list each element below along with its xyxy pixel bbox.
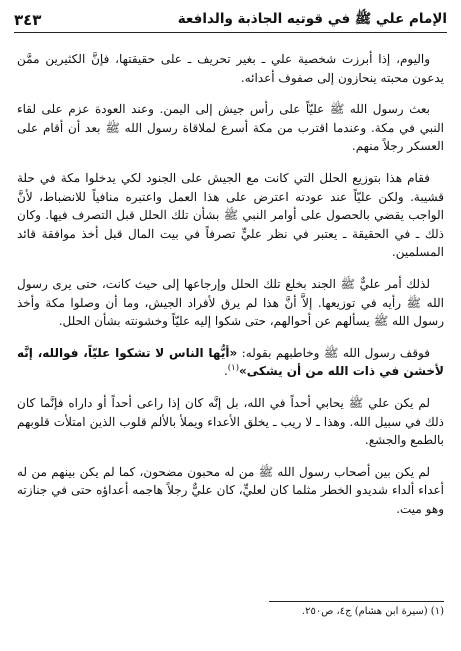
footnote-rule — [269, 601, 444, 602]
hadith-quote: «أيُّها الناس لا تشكوا عليّاً، فوالله، إنَّه لأخشن في ذات الله من أن يشكى» — [17, 345, 444, 379]
paragraph: واليوم، إذا أبرزت شخصية علي ـ بغير تحريف ـ على حقيقتها، فإنَّ الكثيرين ممَّن يدعون محبته ينحازون إلى صفوف أعدائه. — [17, 52, 444, 85]
speech-end: . — [223, 364, 228, 379]
paragraph: بعث رسول الله ﷺ عليّاً على رأس جيش إلى اليمن. وعند العودة عزم على لقاء النبي في مكة. وعندما اقترب من مكة أسرع لملاقاة رسول الله ﷺ بعد أن أقام على العسكر رجلاً منهم. — [17, 102, 444, 154]
speech-paragraph — [17, 344, 444, 381]
footnote: (١) (سيرة ابن هشام) ج٤، ص٢٥٠. — [301, 606, 444, 617]
paragraph: فقام هذا بتوزيع الحلل التي كانت مع الجيش على الجنود لكي يدخلوا مكة في حلة قشيبة. ولكن عليّاً عند عودته اعترض على هذا العمل واعتبره منافياً للانضباط، لأنَّ الواجب يقضي بالحصول على أوامر النبي ﷺ بشأن تلك الحلل قبل التصرف فيها. وكان ذلك ـ في الحقيقة ـ يعتبر في نظر عليٍّ تصرفاً في بيت المال قبل أخذ موافقة قائد المسلمين. — [17, 170, 444, 260]
paragraph: لم يكن علي ﷺ يحابي أحداً في الله، بل إنَّه كان إذا راعى أحداً أو داراه فإنَّما كان ذلك في سبيل الله. وهذا ـ لا ريب ـ يخلق الأعداء ويملأ بالألم قلوب الذين امتلأت قلوبهم بالطمع والجشع. — [17, 395, 444, 448]
paragraph: لذلك أمر عليٌّ ﷺ الجند بخلع تلك الحلل وإرجاعها إلى حيث كانت، حتى يرى رسول الله ﷺ رأيه في توزيعها. إلاَّ أنَّ هذا لم يرق لأفراد الجيش، وما أن وصلوا مكة وأخذ رسول الله ﷺ يسألهم عن أحوالهم، حتى شكوا إليه عليّاً وخشونته بشأن الحلل. — [17, 276, 444, 329]
header-rule — [14, 32, 447, 33]
paragraph: لم يكن بين أصحاب رسول الله ﷺ من له محبون مضحون، كما لم يكن بينهم من له أعداء ألداء شديدو الخطر مثلما كان لعليٍّ، كان عليٌّ رجلاً هاجمه أعداؤه حتى في جنازته وهو ميت. — [17, 464, 444, 516]
body-text — [17, 50, 444, 518]
speech-intro: فوقف رسول الله ﷺ وخاطبهم بقوله: — [237, 345, 430, 360]
footnote-reference: (١) — [227, 363, 240, 374]
running-header — [14, 10, 447, 30]
page-number: ٣٤٣ — [14, 11, 42, 29]
chapter-title: الإمام علي ﷺ في قوتيه الجاذبة والدافعة — [177, 11, 447, 27]
